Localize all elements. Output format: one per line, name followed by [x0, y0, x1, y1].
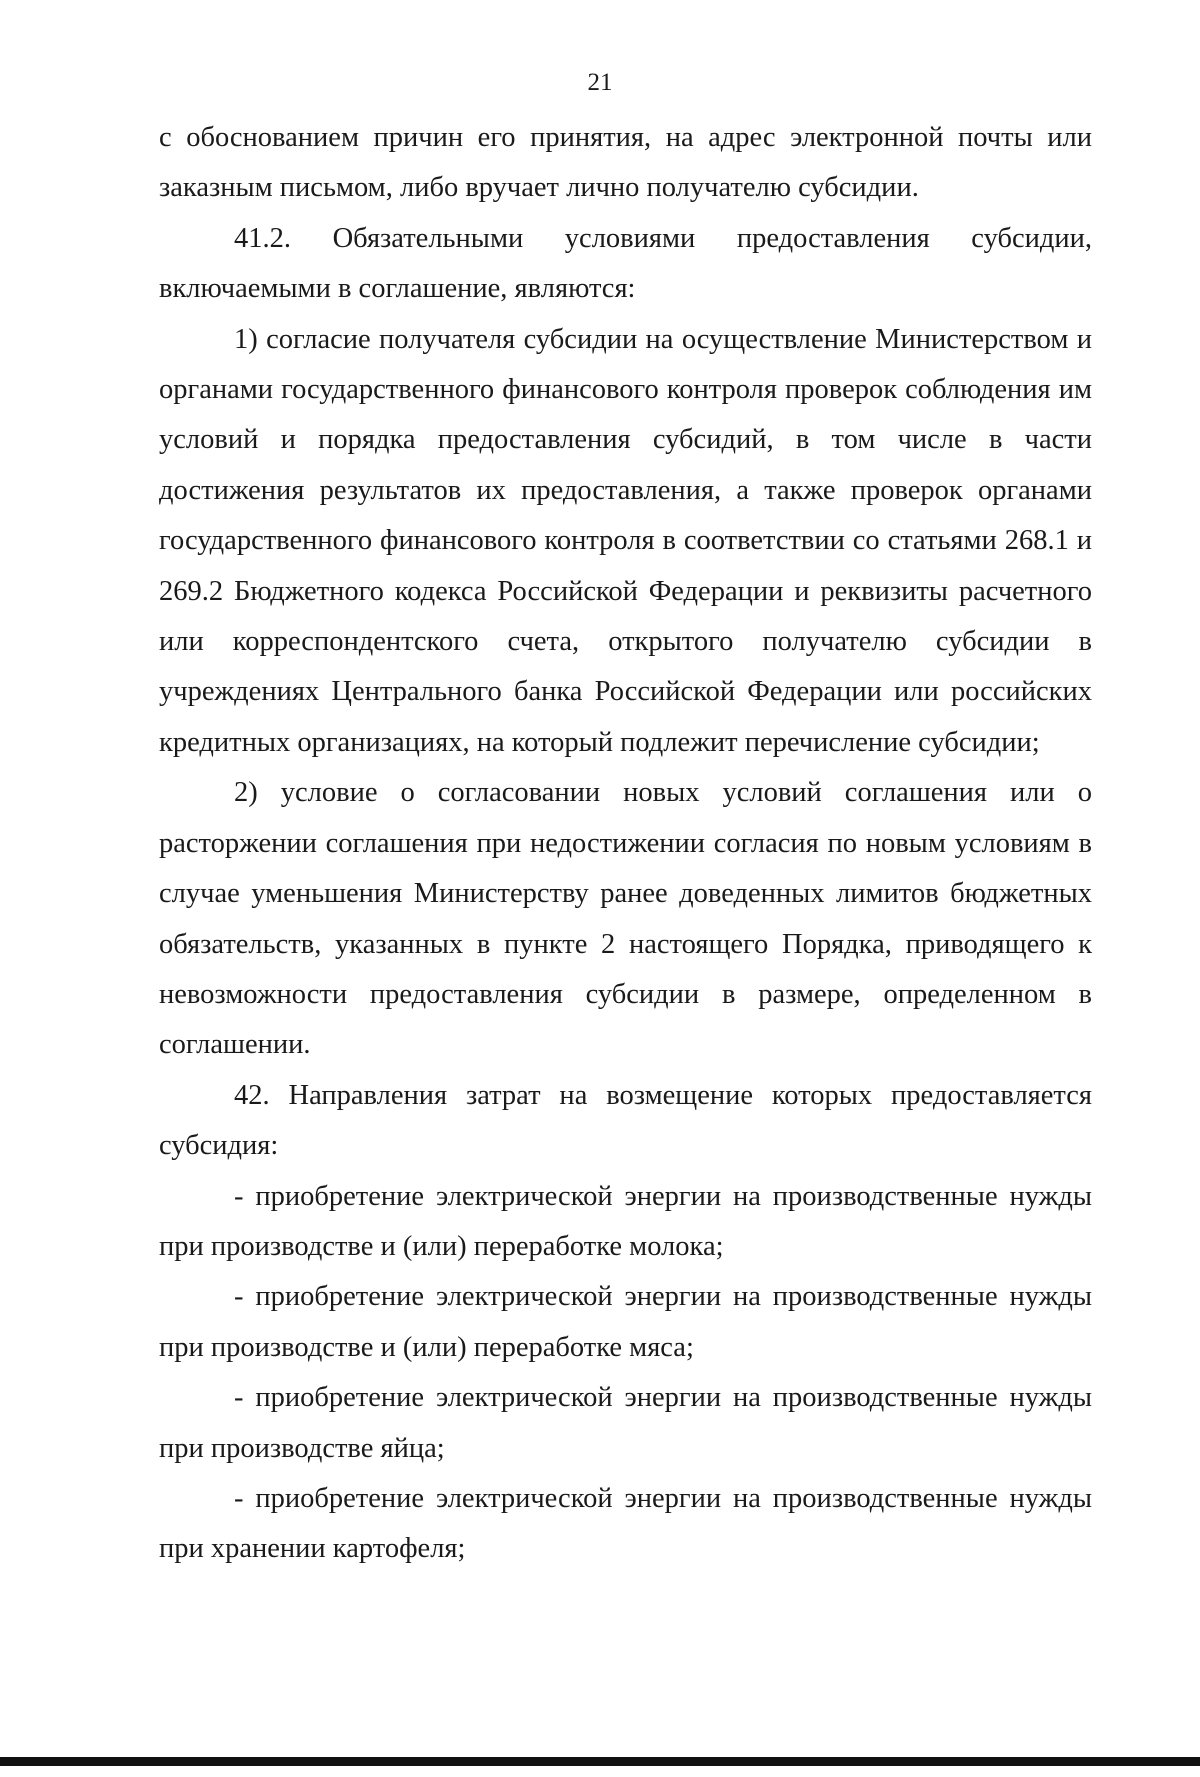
- paragraph-clause-42: 42. Направления затрат на возмещение которых предоставляется субсидия:: [159, 1079, 1092, 1162]
- scan-bottom-edge: [0, 1757, 1200, 1766]
- list-item-meat: - приобретение электрической энергии на производственные нужды при производстве и (или) переработке мяса;: [159, 1281, 1092, 1363]
- list-item-milk: - приобретение электрической энергии на производственные нужды при производстве и (или) переработке молока;: [159, 1180, 1092, 1262]
- paragraph-condition-1: 1) согласие получателя субсидии на осуществление Министерством и органами государственного финансового контроля проверок соблюдения им условий и порядка предоставления субсидий, в том числе в части достижения результатов их предоставления, а также проверок органами государственного финансового контроля в соответствии со статьями 268.1 и 269.2 Бюджетного кодекса Российской Федерации и реквизиты расчетного или корреспондентского счета, открытого получателю субсидии в учреждениях Центрального банка Российской Федерации или российских кредитных организациях, на который подлежит перечисление субсидии;: [159, 323, 1092, 758]
- document-body: [159, 113, 1092, 1575]
- list-item-potato: - приобретение электрической энергии на производственные нужды при хранении картофеля;: [159, 1482, 1092, 1565]
- paragraph-condition-2: 2) условие о согласовании новых условий соглашения или о расторжении соглашения при недостижении согласия по новым условиям в случае уменьшения Министерству ранее доведенных лимитов бюджетных обязательств, указанных в пункте 2 настоящего Порядка, приводящего к невозможности предоставления субсидии в размере, определенном в соглашении.: [159, 777, 1092, 1061]
- page-number: 21: [587, 69, 613, 96]
- paragraph-continuation: с обоснованием причин его принятия, на адрес электронной почты или заказным письмом, либо вручает лично получателю субсидии.: [159, 122, 1092, 204]
- list-item-eggs: - приобретение электрической энергии на производственные нужды при производстве яйца;: [159, 1382, 1092, 1464]
- paragraph-clause-41-2: 41.2. Обязательными условиями предоставления субсидии, включаемыми в соглашение, являются:: [159, 222, 1092, 305]
